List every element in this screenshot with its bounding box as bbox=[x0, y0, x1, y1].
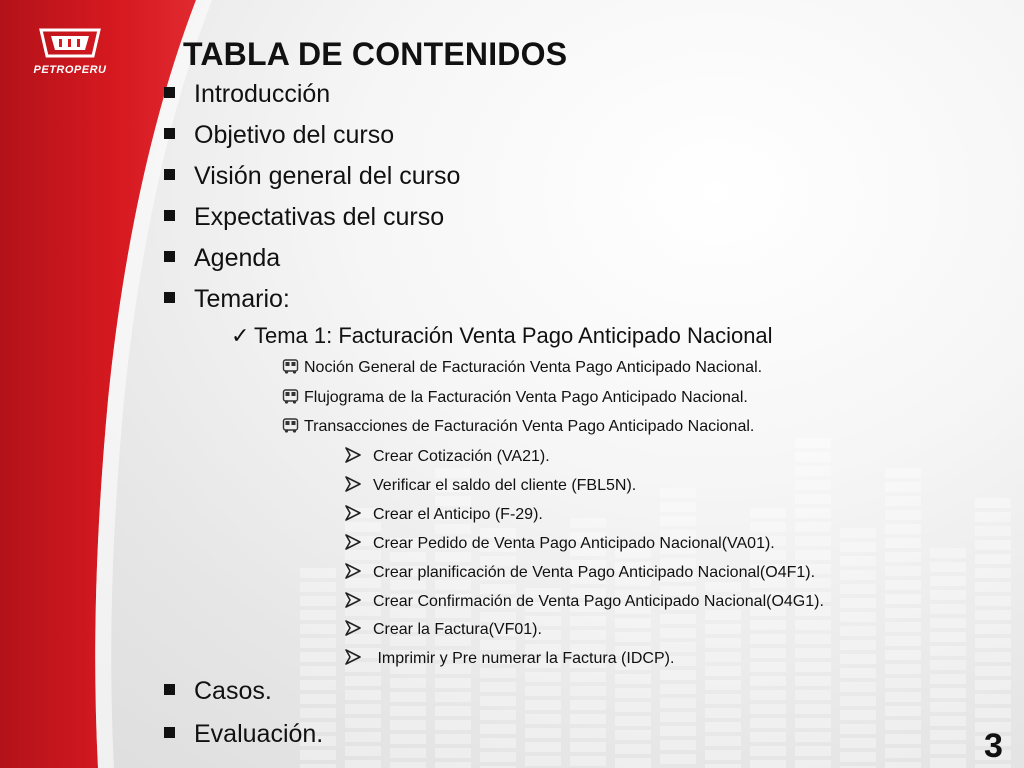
bus-icon bbox=[282, 418, 299, 433]
checkmark-icon: ✓ bbox=[231, 323, 250, 348]
bus-icon bbox=[282, 389, 299, 404]
toc-transaction-text: Crear Confirmación de Venta Pago Anticipado Nacional(O4G1). bbox=[373, 593, 824, 610]
toc-item bbox=[164, 677, 272, 706]
toc-transaction bbox=[344, 505, 543, 524]
arrow-head-icon bbox=[344, 592, 362, 608]
square-bullet-icon bbox=[164, 251, 175, 262]
toc-transaction bbox=[344, 476, 636, 495]
arrow-head-icon bbox=[344, 563, 362, 579]
arrow-head-icon bbox=[344, 476, 362, 492]
arrow-head-icon bbox=[344, 534, 362, 550]
toc-subtopic-text: Transacciones de Facturación Venta Pago Anticipado Nacional. bbox=[304, 418, 755, 435]
toc-item bbox=[164, 203, 444, 232]
petroperu-logo bbox=[14, 26, 126, 76]
square-bullet-icon bbox=[164, 292, 175, 303]
toc-transaction bbox=[344, 563, 815, 582]
logo-emblem-icon bbox=[37, 26, 103, 60]
square-bullet-icon bbox=[164, 169, 175, 180]
toc-transaction bbox=[344, 649, 674, 668]
toc-item bbox=[164, 162, 460, 191]
toc-item-text: Introducción bbox=[194, 80, 331, 108]
toc-item bbox=[164, 244, 280, 273]
toc-item-text: Casos. bbox=[194, 677, 272, 705]
square-bullet-icon bbox=[164, 128, 175, 139]
toc-item-text: Evaluación. bbox=[194, 720, 324, 748]
toc-transaction-text: Verificar el saldo del cliente (FBL5N). bbox=[373, 477, 637, 494]
red-side-band bbox=[0, 0, 260, 768]
toc-transaction-text: Crear el Anticipo (F-29). bbox=[373, 506, 543, 523]
toc-item bbox=[164, 121, 394, 150]
toc-subtopic bbox=[282, 359, 762, 377]
toc-transaction-text: Crear Cotización (VA21). bbox=[373, 448, 550, 465]
toc-item-text: Expectativas del curso bbox=[194, 203, 445, 231]
arrow-head-icon bbox=[344, 447, 362, 463]
toc-topic bbox=[231, 323, 773, 349]
square-bullet-icon bbox=[164, 684, 175, 695]
toc-transaction bbox=[344, 447, 550, 466]
square-bullet-icon bbox=[164, 727, 175, 738]
toc-transaction-text: Imprimir y Pre numerar la Factura (IDCP). bbox=[373, 650, 675, 667]
toc-item bbox=[164, 285, 290, 314]
toc-subtopic-text: Noción General de Facturación Venta Pago Anticipado Nacional. bbox=[304, 359, 763, 376]
arrow-head-icon bbox=[344, 505, 362, 521]
toc-item-text: Agenda bbox=[194, 244, 281, 272]
bus-icon bbox=[282, 359, 299, 374]
toc-item-text: Visión general del curso bbox=[194, 162, 461, 190]
toc-item-text: Temario: bbox=[194, 285, 290, 313]
arrow-head-icon bbox=[344, 649, 362, 665]
toc-transaction bbox=[344, 592, 824, 611]
toc-item bbox=[164, 80, 330, 109]
toc-item bbox=[164, 720, 323, 749]
page-number: 3 bbox=[984, 727, 1003, 765]
toc-transaction-text: Crear planificación de Venta Pago Anticipado Nacional(O4F1). bbox=[373, 564, 816, 581]
toc-transaction-text: Crear la Factura(VF01). bbox=[373, 621, 542, 638]
slide-title: TABLA DE CONTENIDOS bbox=[183, 36, 568, 72]
toc-subtopic bbox=[282, 389, 748, 407]
toc-subtopic-text: Flujograma de la Facturación Venta Pago Anticipado Nacional. bbox=[304, 389, 748, 406]
toc-topic-text: Tema 1: Facturación Venta Pago Anticipado Nacional bbox=[254, 323, 773, 348]
arrow-head-icon bbox=[344, 620, 362, 636]
toc-transaction bbox=[344, 534, 775, 553]
square-bullet-icon bbox=[164, 87, 175, 98]
toc-item-text: Objetivo del curso bbox=[194, 121, 395, 149]
toc-subtopic bbox=[282, 418, 754, 436]
toc-transaction bbox=[344, 620, 542, 639]
square-bullet-icon bbox=[164, 210, 175, 221]
logo-text: PETROPERU bbox=[33, 64, 107, 76]
toc-transaction-text: Crear Pedido de Venta Pago Anticipado Nacional(VA01). bbox=[373, 535, 775, 552]
